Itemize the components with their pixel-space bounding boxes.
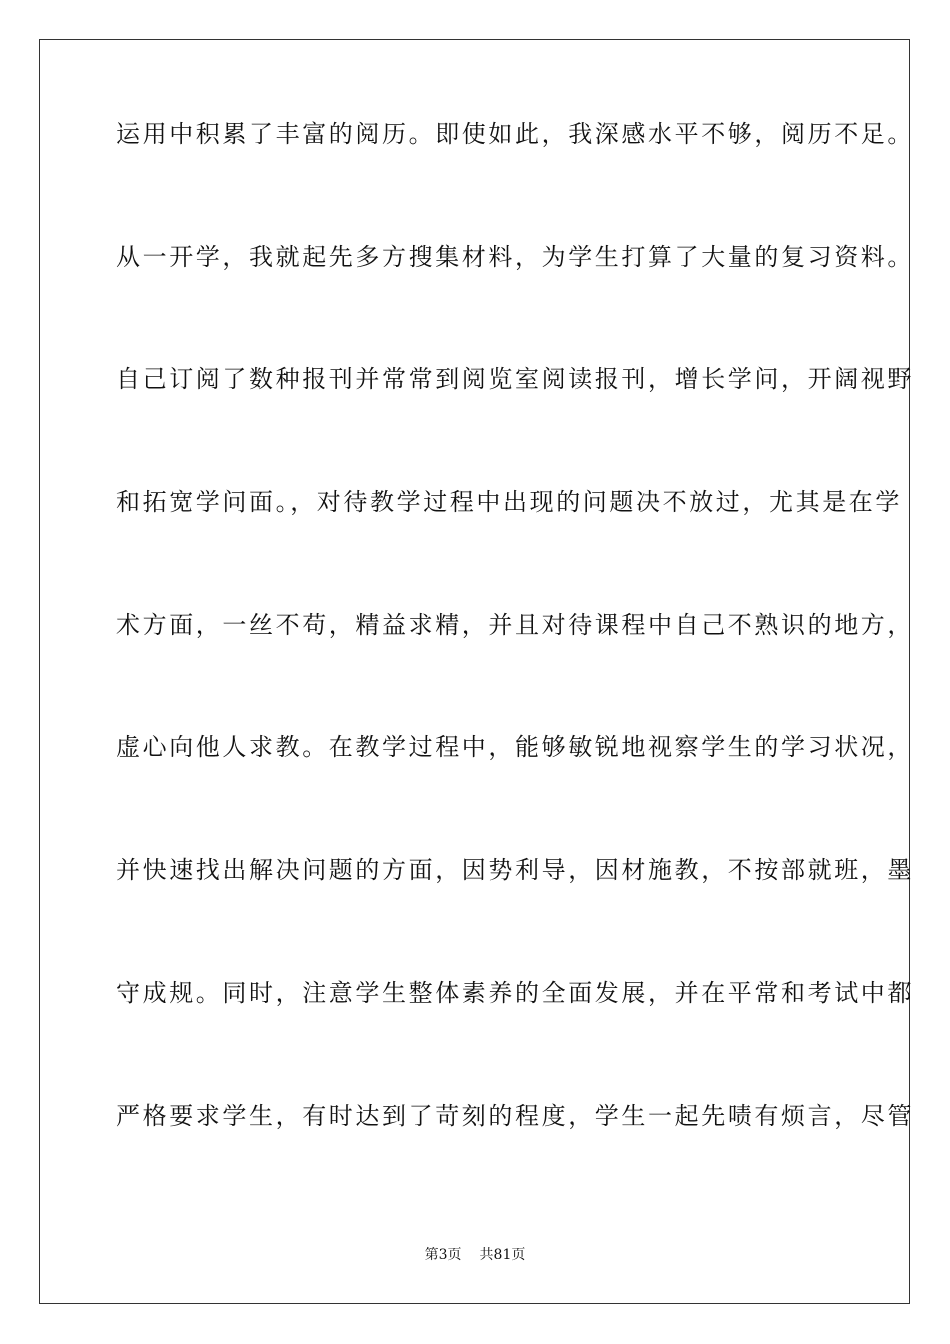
text-line-7: 并快速找出解决问题的方面，因势利导，因材施教，不按部就班，墨 (116, 856, 914, 885)
text-line-1: 运用中积累了丰富的阅历。即使如此，我深感水平不够，阅历不足。 (116, 120, 914, 148)
text-line-6: 虚心向他人求教。在教学过程中，能够敏锐地视察学生的学习状况， (116, 733, 914, 762)
text-line-3: 自己订阅了数种报刊并常常到阅览室阅读报刊，增长学问，开阔视野 (116, 365, 914, 394)
text-line-5: 术方面，一丝不苟，精益求精，并且对待课程中自己不熟识的地方， (116, 610, 914, 639)
current-page-number: 第3页 (424, 1247, 462, 1263)
text-line-2: 从一开学，我就起先多方搜集材料，为学生打算了大量的复习资料。 (116, 242, 914, 271)
text-line-4: 和拓宽学问面。，对待教学过程中出现的问题决不放过，尤其是在学 (116, 488, 902, 517)
text-line-8: 守成规。同时，注意学生整体素养的全面发展，并在平常和考试中都 (116, 978, 914, 1007)
page-footer (0, 1245, 950, 1265)
document-body (116, 110, 914, 1214)
text-line-9: 严格要求学生，有时达到了苛刻的程度，学生一起先啧有烦言，尽管 (116, 1101, 914, 1130)
total-page-count: 共81页 (479, 1247, 526, 1263)
